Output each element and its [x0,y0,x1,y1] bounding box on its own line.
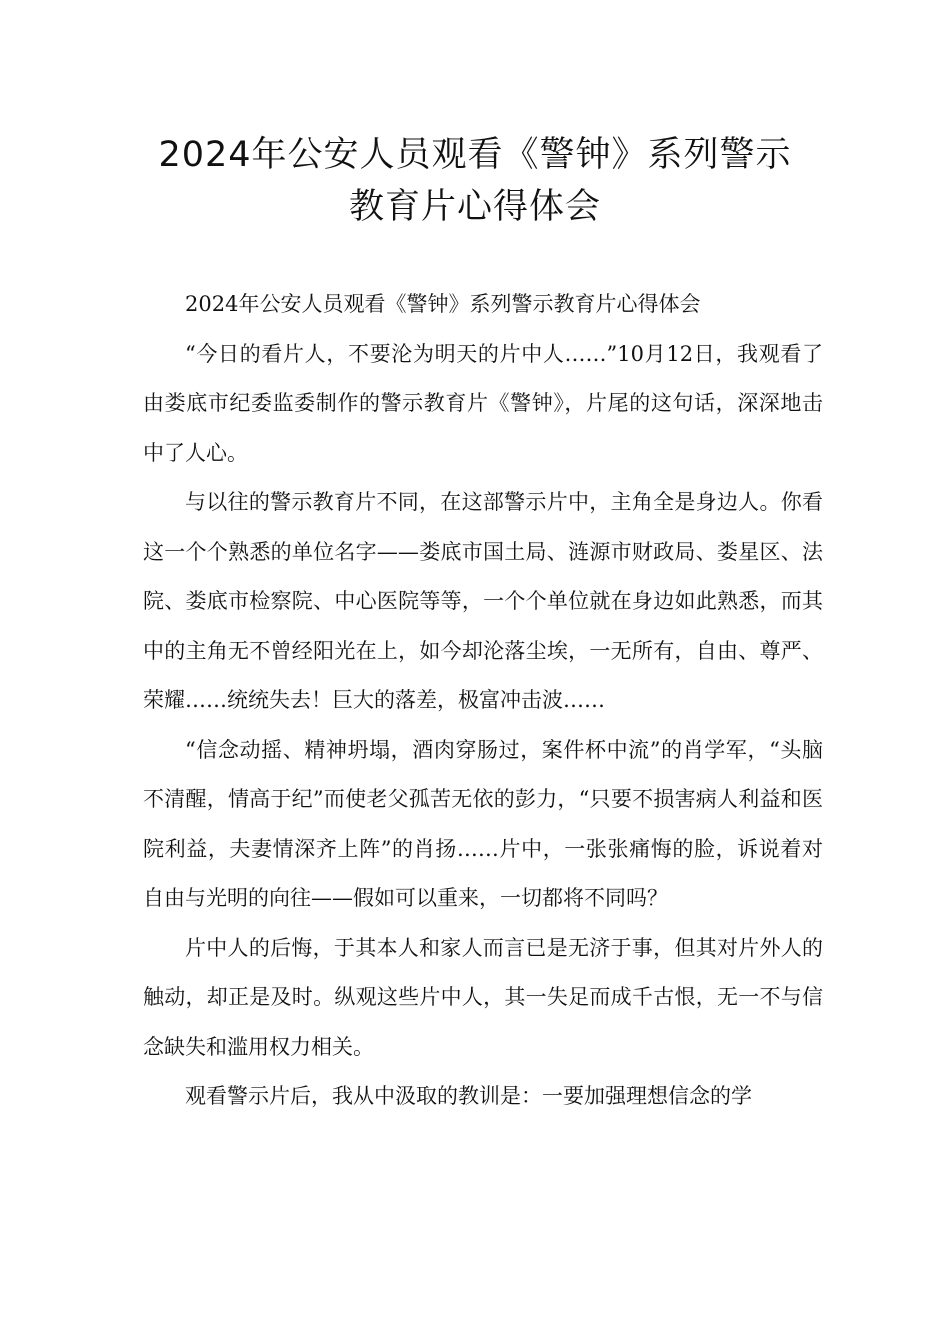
paragraph-quote-opening: “今日的看片人，不要沦为明天的片中人……”10月12日，我观看了由娄底市纪委监委制作的警示教育片《警钟》，片尾的这句话，深深地击中了人心。 [143,341,823,465]
document-title-line-2: 教育片心得体会 [348,187,601,227]
paragraph-regret: 片中人的后悔，于其本人和家人而言已是无济于事，但其对片外人的触动，却正是及时。纵观这些片中人，其一失足而成千古恨，无一不与信念缺失和滥用权力相关。 [143,935,823,1059]
paragraph-heading-repeat: 2024年公安人员观看《警钟》系列警示教育片心得体会 [185,292,701,316]
paragraph-familiar-units: 与以往的警示教育片不同，在这部警示片中，主角全是身边人。你看这一个个熟悉的单位名字——娄底市国土局、涟源市财政局、娄星区、法院、娄底市检察院、中心医院等等，一个个单位就在身边如此熟悉，而其中的主角无不曾经阳光在上，如今却沦落尘埃，一无所有，自由、尊严、荣耀……统统失去！巨大的落差，极富冲击波…… [143,490,823,712]
document-body [143,280,823,1122]
document-title-line-1: 2024年公安人员观看《警钟》系列警示 [158,135,792,175]
paragraph-case-examples: “信念动摇、精神坍塌，酒肉穿肠过，案件杯中流”的肖学军，“头脑不清醒，情高于纪”而使老父孤苦无依的彭力，“只要不损害病人利益和医院利益，夫妻情深齐上阵”的肖扬……片中，一张张痛悔的脸，诉说着对自由与光明的向往——假如可以重来，一切都将不同吗？ [143,737,823,910]
paragraph-lessons: 观看警示片后，我从中汲取的教训是：一要加强理想信念的学 [185,1084,752,1108]
